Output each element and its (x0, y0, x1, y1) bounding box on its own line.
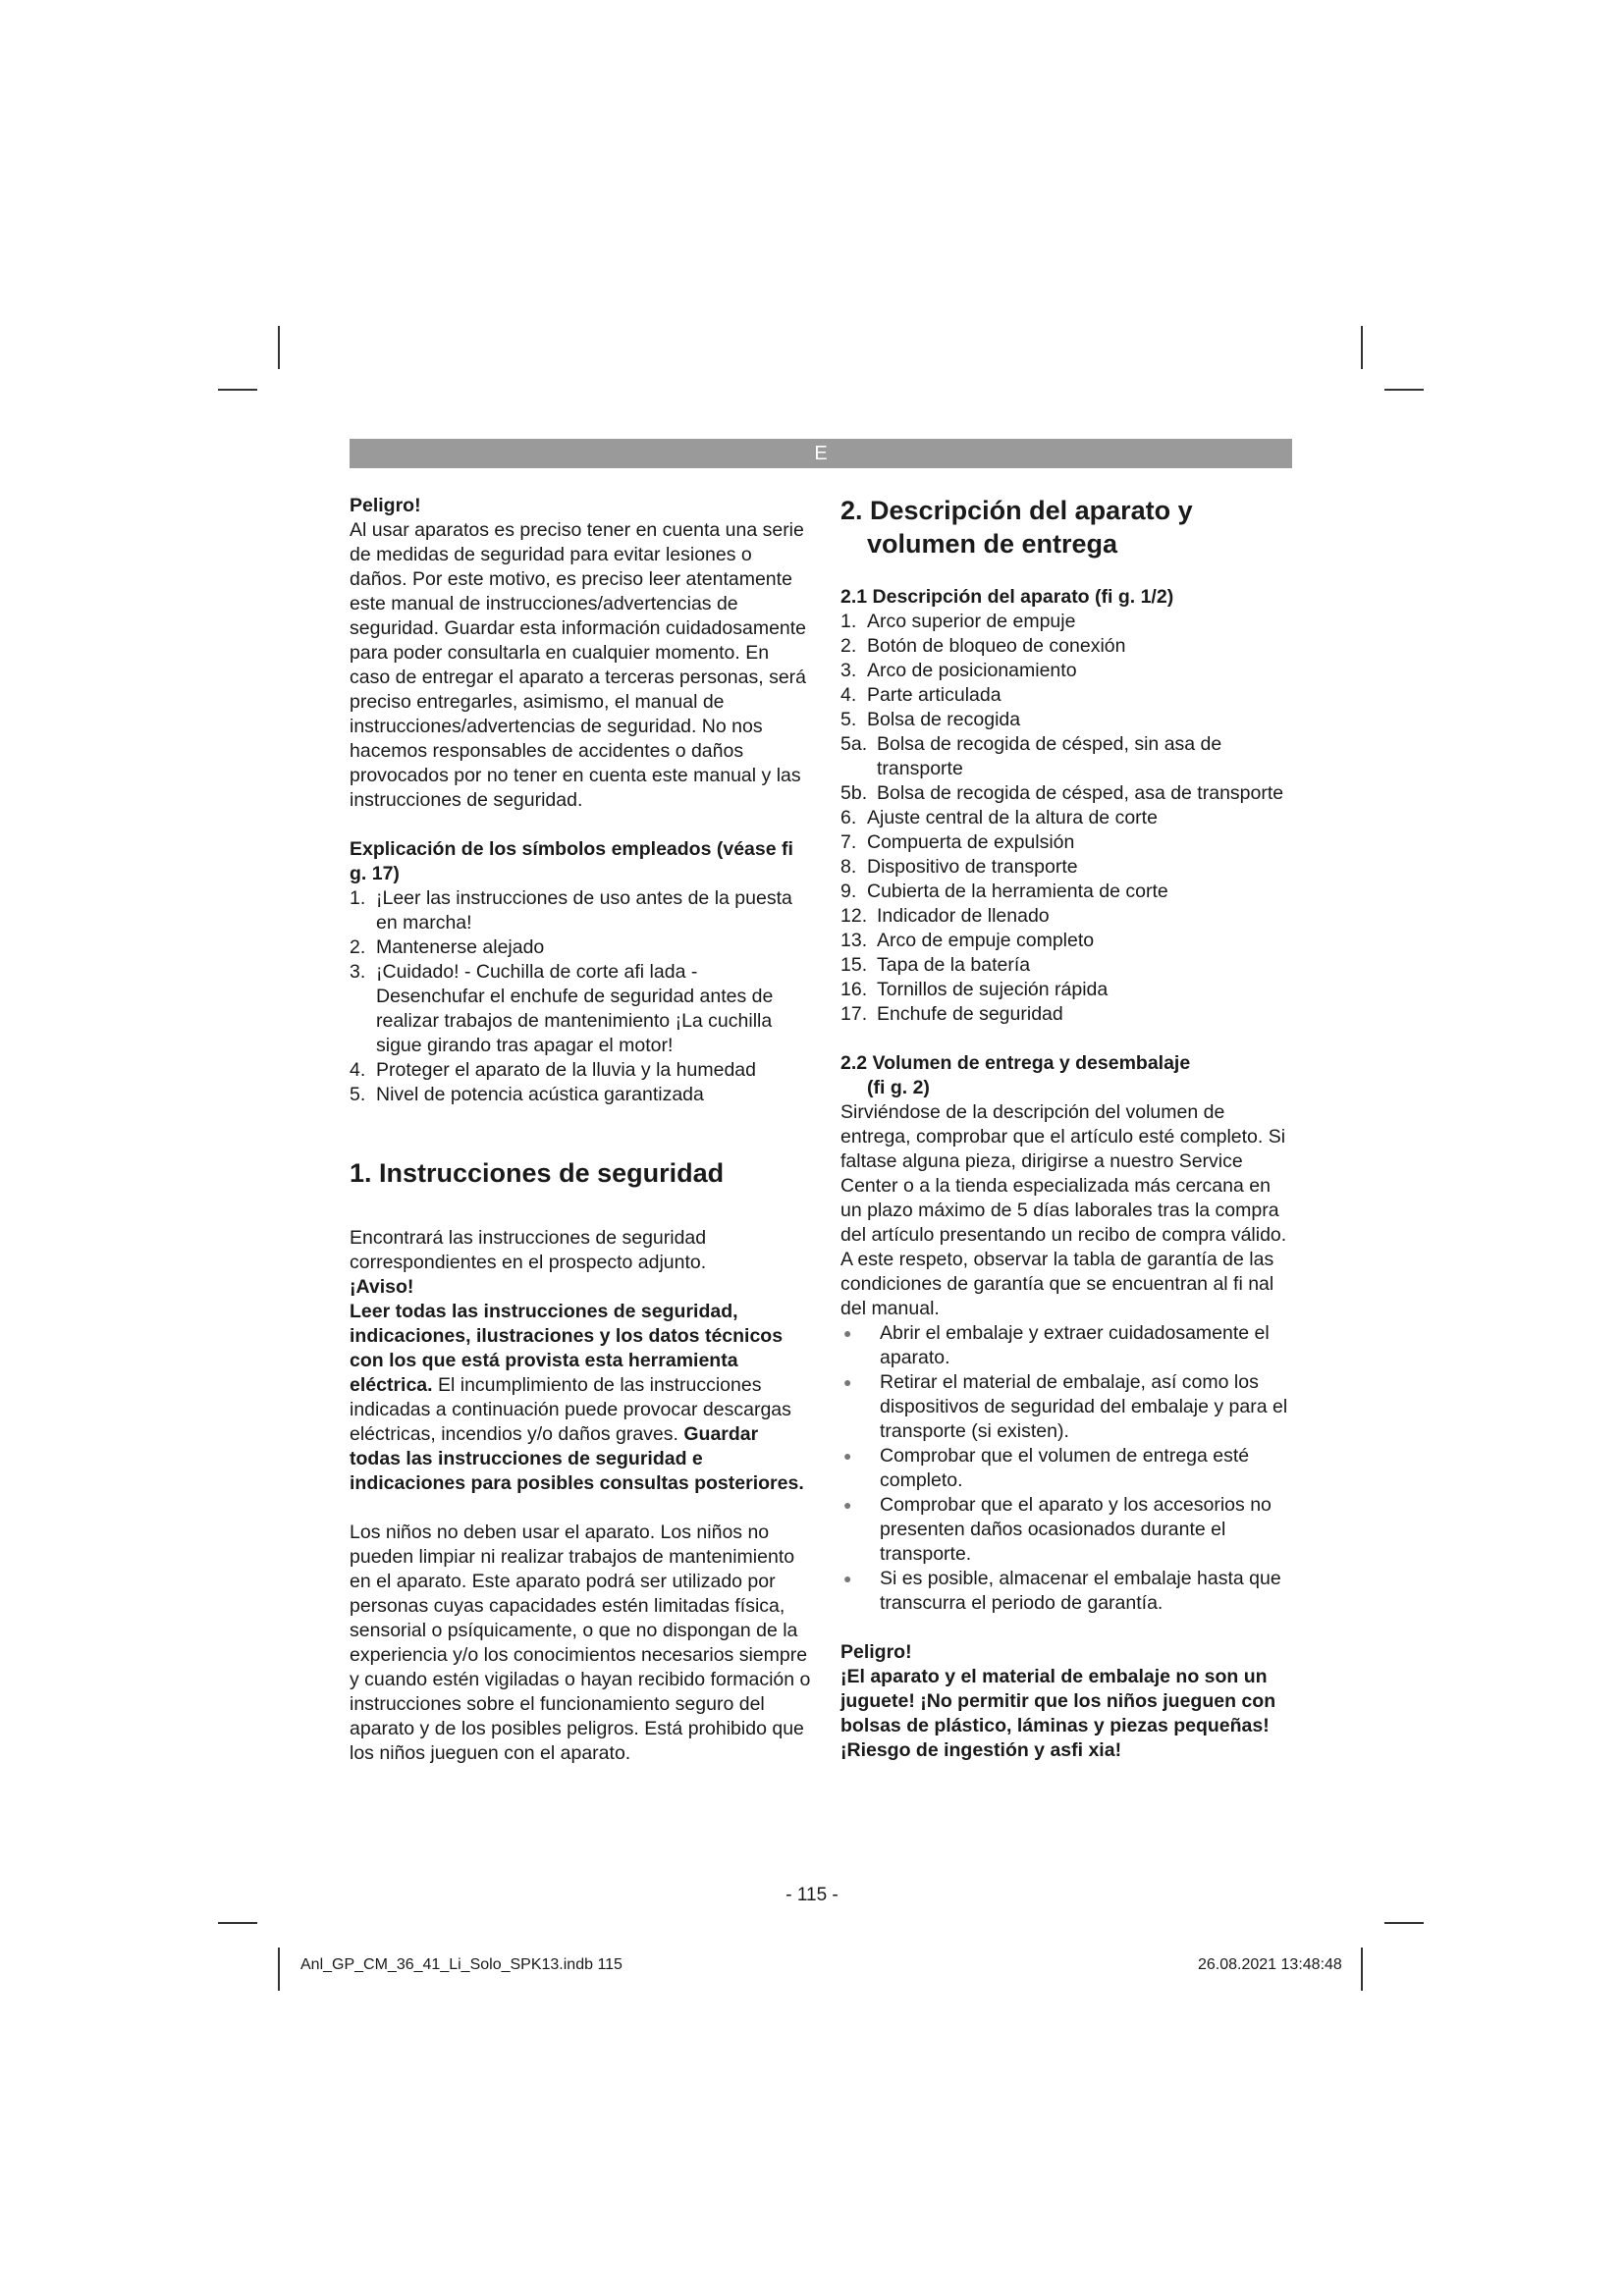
right-column (840, 494, 1294, 1763)
crop-mark (1361, 1948, 1363, 1991)
crop-mark (278, 1948, 280, 1991)
crop-mark (1384, 389, 1424, 391)
list-item: ● Comprobar que el volumen de entrega esté completo. (840, 1444, 1294, 1493)
section2-title-line2: volumen de entrega (867, 529, 1118, 559)
warning-text: El incumplimiento de las instrucciones indicadas a continuación puede provocar descargas eléctricas, incendios y/o daños graves. (350, 1374, 791, 1445)
left-column (350, 494, 811, 1766)
crop-mark (278, 326, 280, 369)
crop-mark (1361, 326, 1363, 369)
footer-file: Anl_GP_CM_36_41_Li_Solo_SPK13.indb 115 (300, 1956, 623, 1973)
list-item: 3. ¡Cuidado! - Cuchilla de corte afi lada - Desenchufar el enchufe de seguridad antes de realizar trabajos de mantenimiento ¡La cuchilla sigue girando tras apagar el motor! (350, 961, 774, 1056)
list-item: 1. ¡Leer las instrucciones de uso antes de la puesta en marcha! (350, 887, 792, 934)
danger-title: Peligro! (350, 495, 421, 516)
crop-mark (218, 389, 257, 391)
list-item: 13. Arco de empuje completo (840, 930, 1095, 951)
list-item: 4. Parte articulada (840, 684, 1001, 706)
list-item: ● Abrir el embalaje y extraer cuidadosamente el aparato. (840, 1321, 1294, 1370)
crop-mark (218, 1922, 257, 1924)
language-bar (350, 439, 1292, 468)
list-item: ● Retirar el material de embalaje, así como los dispositivos de seguridad del embalaje y para el transporte (si existen). (840, 1370, 1294, 1444)
list-item: ● Comprobar que el aparato y los accesorios no presenten daños ocasionados durante el transporte. (840, 1493, 1294, 1567)
bullet-icon: ● (843, 1497, 852, 1513)
danger2-title: Peligro! (840, 1641, 912, 1663)
list-item: 3. Arco de posicionamiento (840, 660, 1077, 681)
list-item: 5a. Bolsa de recogida de césped, sin asa de transporte (840, 733, 1222, 779)
warning-paragraph (350, 1300, 811, 1496)
list-item: 16. Tornillos de sujeción rápida (840, 979, 1109, 1000)
section1-intro: Encontrará las instrucciones de seguridad correspondientes en el prospecto adjunto. (350, 1227, 707, 1273)
list-item: ● Si es posible, almacenar el embalaje hasta que transcurra el periodo de garantía. (840, 1567, 1294, 1616)
section2-title-line1: 2. Descripción del aparato y (840, 496, 1193, 525)
list-item: 8. Dispositivo de transporte (840, 856, 1078, 878)
sub22-title-line2: (fi g. 2) (867, 1077, 930, 1098)
symbols-title: Explicación de los símbolos empleados (véase fi g. 17) (350, 838, 793, 884)
section1-title: 1. Instrucciones de seguridad (350, 1158, 725, 1188)
list-item: 2. Mantenerse alejado (350, 936, 545, 958)
bullet-icon: ● (843, 1448, 852, 1464)
warning-bold-1: Leer todas las instrucciones de seguridad, indicaciones, ilustraciones y los datos técnicos con los que está provista esta herramienta eléctrica. (350, 1301, 784, 1396)
danger-text: Al usar aparatos es preciso tener en cuenta una serie de medidas de seguridad para evitar lesiones o daños. Por este motivo, es preciso leer atentamente este manual de instrucciones/advertencias de seguridad. Guardar esta información cuidadosamente para poder consultarla en cualquier momento. En caso de entregar el aparato a terceras personas, será preciso entregarles, asimismo, el manual de instrucciones/advertencias de seguridad. No nos hacemos responsables de accidentes o daños provocados por no tener en cuenta este manual y las instrucciones de seguridad. (350, 519, 807, 811)
symbols-list (350, 886, 811, 1107)
list-item: 9. Cubierta de la herramienta de corte (840, 881, 1168, 902)
footer-timestamp: 26.08.2021 13:48:48 (1198, 1956, 1342, 1973)
list-item: 1. Arco superior de empuje (840, 611, 1076, 632)
page-number: - 115 - (785, 1885, 839, 1905)
sub21-title: 2.1 Descripción del aparato (fi g. 1/2) (840, 586, 1174, 608)
list-item: 5. Bolsa de recogida (840, 709, 1021, 730)
children-text: Los niños no deben usar el aparato. Los niños no pueden limpiar ni realizar trabajos de mantenimiento en el aparato. Este aparato podrá ser utilizado por personas cuyas capacidades estén limitadas física, sensorial o psíquicamente, o que no dispongan de la experiencia y/o los conocimientos necesarios siempre y cuando estén vigiladas o hayan recibido formación o instrucciones sobre el funcionamiento seguro del aparato y de los posibles peligros. Está prohibido que los niños jueguen con el aparato. (350, 1522, 811, 1764)
list-item: 12. Indicador de llenado (840, 905, 1050, 927)
list-item: 5b. Bolsa de recogida de césped, asa de transporte (840, 782, 1284, 804)
list-item: 6. Ajuste central de la altura de corte (840, 807, 1158, 828)
list-item: 7. Compuerta de expulsión (840, 831, 1075, 853)
bullet-icon: ● (843, 1325, 852, 1341)
warning-bold-2: Guardar todas las instrucciones de seguridad e indicaciones para posibles consultas posteriores. (350, 1423, 804, 1494)
parts-list (840, 610, 1294, 1027)
unpack-steps (840, 1321, 1294, 1616)
sub22-title-line1: 2.2 Volumen de entrega y desembalaje (840, 1052, 1191, 1074)
list-item: 5. Nivel de potencia acústica garantizada (350, 1084, 704, 1105)
list-item: 17. Enchufe de seguridad (840, 1003, 1063, 1025)
bullet-icon: ● (843, 1374, 852, 1390)
danger2-text: ¡El aparato y el material de embalaje no son un juguete! ¡No permitir que los niños jueguen con bolsas de plástico, láminas y piezas pequeñas! ¡Riesgo de ingestión y asfi xia! (840, 1666, 1276, 1761)
crop-mark (1384, 1922, 1424, 1924)
list-item: 15. Tapa de la batería (840, 954, 1031, 976)
language-tab: E (814, 443, 828, 464)
warning-title: ¡Aviso! (350, 1276, 414, 1298)
sub22-text: Sirviéndose de la descripción del volumen de entrega, comprobar que el artículo esté completo. Si faltase alguna pieza, dirigirse a nuestro Service Center o a la tienda especializada más cercana en un plazo máximo de 5 días laborales tras la compra del artículo presentando un recibo de compra válido. A este respeto, observar la tabla de garantía de las condiciones de garantía que se encuentran al fi nal del manual. (840, 1101, 1287, 1319)
bullet-icon: ● (843, 1571, 852, 1586)
list-item: 4. Proteger el aparato de la lluvia y la humedad (350, 1059, 756, 1081)
list-item: 2. Botón de bloqueo de conexión (840, 635, 1126, 657)
